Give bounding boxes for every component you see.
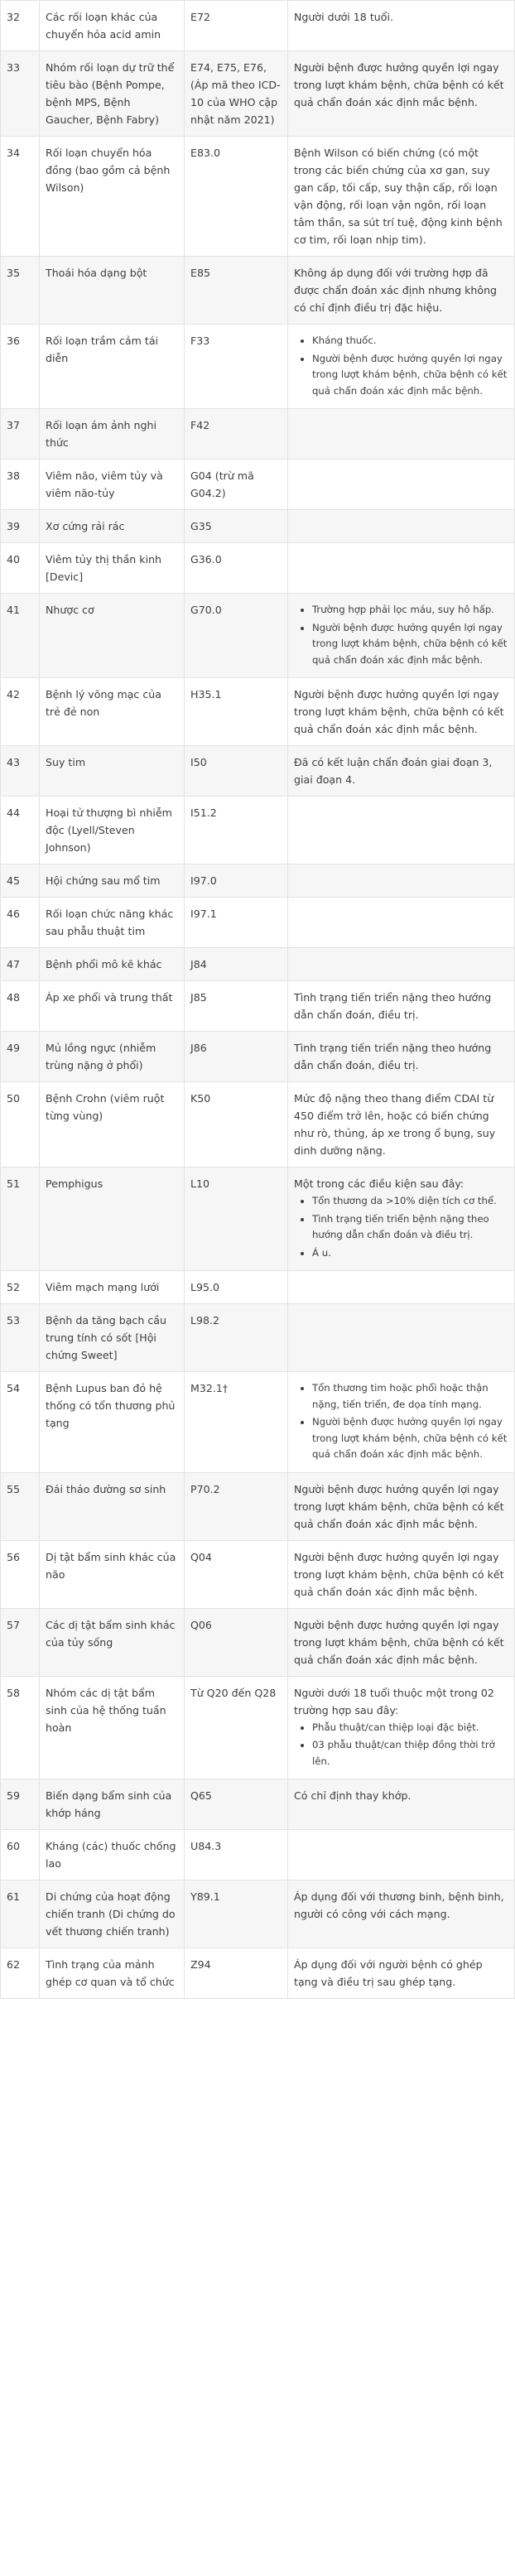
disease-name-cell: Đái tháo đường sơ sinh [40,1472,185,1540]
table-row [1,1472,515,1540]
icd-code-cell: G35 [185,510,288,543]
disease-name-cell: Tình trạng của mảnh ghép cơ quan và tổ chức [40,1948,185,1999]
disease-name-cell: Kháng (các) thuốc chống lao [40,1830,185,1880]
note-bullet-item: • Người bệnh được hưởng quyền lợi ngay trong lượt khám bệnh, chữa bệnh có kết quả chẩn đoán xác định mắc bệnh. [312,351,508,400]
note-text: Tình trạng tiến triển nặng theo hướng dẫn chẩn đoán, điều trị. [294,1042,492,1071]
icd-code-cell: Z94 [185,1948,288,1999]
row-number-cell: 51 [1,1168,40,1271]
note-cell [288,257,515,325]
note-bullet-item: • Trường hợp phải lọc máu, suy hô hấp. [312,602,508,619]
disease-name-cell: Rối loạn ám ảnh nghi thức [40,409,185,460]
row-number-cell: 46 [1,898,40,948]
note-cell [288,1472,515,1540]
row-number-cell: 34 [1,137,40,257]
note-cell [288,797,515,864]
note-bullet-item: • Tổn thương tim hoặc phổi hoặc thận nặng, tiến triển, đe dọa tính mạng. [312,1380,508,1413]
note-cell [288,594,515,678]
icd-code-cell: P70.2 [185,1472,288,1540]
row-number-cell: 57 [1,1608,40,1676]
note-text: Đã có kết luận chẩn đoán giai đoạn 3, giai đoạn 4. [294,756,493,786]
note-bullet-item: • Á u. [312,1245,508,1262]
note-bullet-item: • Người bệnh được hưởng quyền lợi ngay trong lượt khám bệnh, chữa bệnh có kết quả chẩn đoán xác định mắc bệnh. [312,1414,508,1463]
table-row [1,594,515,678]
row-number-cell: 40 [1,543,40,594]
row-number-cell: 60 [1,1830,40,1880]
note-cell [288,1608,515,1676]
row-number-cell: 56 [1,1540,40,1608]
disease-name-cell: Xơ cứng rải rác [40,510,185,543]
note-text: Có chỉ định thay khớp. [294,1789,412,1802]
row-number-cell: 33 [1,51,40,137]
table-row [1,51,515,137]
icd-code-cell: L10 [185,1168,288,1271]
icd-code-cell: G04 (trừ mã G04.2) [185,460,288,510]
icd-code-cell: K50 [185,1082,288,1168]
disease-name-cell: Pemphigus [40,1168,185,1271]
note-cell [288,678,515,746]
disease-name-cell: Viêm tủy thị thần kinh [Devic] [40,543,185,594]
disease-name-cell: Bệnh Crohn (viêm ruột từng vùng) [40,1082,185,1168]
table-row [1,678,515,746]
note-bullet-item: • Kháng thuốc. [312,333,508,349]
disease-name-cell: Áp xe phổi và trung thất [40,981,185,1032]
disease-name-cell: Bệnh phổi mô kẽ khác [40,948,185,981]
disease-name-cell: Di chứng của hoạt động chiến tranh (Di chứng do vết thương chiến tranh) [40,1880,185,1948]
note-cell [288,864,515,898]
note-cell [288,746,515,797]
note-cell [288,409,515,460]
icd-code-cell: Q65 [185,1779,288,1830]
disease-name-cell: Các rối loạn khác của chuyển hóa acid amin [40,1,185,51]
table-row [1,1608,515,1676]
table-row [1,1304,515,1372]
icd-code-cell: I50 [185,746,288,797]
note-text: Không áp dụng đối với trường hợp đã được chẩn đoán xác định nhưng không có chỉ định điều trị đặc hiệu. [294,267,498,314]
disease-name-cell: Thoái hóa dạng bột [40,257,185,325]
table-row [1,137,515,257]
row-number-cell: 41 [1,594,40,678]
note-cell [288,1032,515,1082]
icd-code-cell: G70.0 [185,594,288,678]
note-cell [288,510,515,543]
table-row [1,1880,515,1948]
note-cell [288,1082,515,1168]
disease-name-cell: Viêm mạch mạng lưới [40,1271,185,1304]
note-bullet-item: • Tình trạng tiến triển bệnh nặng theo hướng dẫn chẩn đoán và điều trị. [312,1211,508,1244]
icd-code-cell: Q06 [185,1608,288,1676]
row-number-cell: 45 [1,864,40,898]
note-cell [288,981,515,1032]
icd-code-cell: Q04 [185,1540,288,1608]
note-cell [288,460,515,510]
disease-name-cell: Các dị tật bẩm sinh khác của tủy sống [40,1608,185,1676]
icd-code-cell: F42 [185,409,288,460]
table-row [1,797,515,864]
disease-name-cell: Nhóm các dị tật bẩm sinh của hệ thống tuần hoàn [40,1676,185,1779]
icd-code-cell: M32.1† [185,1372,288,1473]
table-row [1,1271,515,1304]
table-row [1,510,515,543]
icd-code-cell: Từ Q20 đến Q28 [185,1676,288,1779]
note-text: Người bệnh được hưởng quyền lợi ngay trong lượt khám bệnh, chữa bệnh có kết quả chẩn đoán xác định mắc bệnh. [294,61,504,108]
table-row [1,1779,515,1830]
table-row [1,746,515,797]
table-row [1,1032,515,1082]
note-cell [288,1948,515,1999]
table-row [1,1830,515,1880]
row-number-cell: 42 [1,678,40,746]
note-cell [288,1540,515,1608]
note-text: Người bệnh được hưởng quyền lợi ngay trong lượt khám bệnh, chữa bệnh có kết quả chẩn đoán xác định mắc bệnh. [294,1618,504,1666]
note-bullet-item: • Người bệnh được hưởng quyền lợi ngay trong lượt khám bệnh, chữa bệnh có kết quả chẩn đoán xác định mắc bệnh. [312,620,508,669]
row-number-cell: 37 [1,409,40,460]
table-row [1,948,515,981]
note-cell [288,1779,515,1830]
note-cell [288,1304,515,1372]
note-text: Tình trạng tiến triển nặng theo hướng dẫn chẩn đoán, điều trị. [294,991,492,1021]
table-row [1,1082,515,1168]
row-number-cell: 62 [1,1948,40,1999]
row-number-cell: 47 [1,948,40,981]
disease-name-cell: Viêm não, viêm tủy và viêm não-tủy [40,460,185,510]
row-number-cell: 59 [1,1779,40,1830]
table-row [1,1168,515,1271]
note-cell [288,1168,515,1271]
note-text: Người bệnh được hưởng quyền lợi ngay trong lượt khám bệnh, chữa bệnh có kết quả chẩn đoán xác định mắc bệnh. [294,1550,504,1598]
row-number-cell: 50 [1,1082,40,1168]
note-cell [288,51,515,137]
icd-code-cell: H35.1 [185,678,288,746]
note-text: Mức độ nặng theo thang điểm CDAI từ 450 điểm trở lên, hoặc có biến chứng như rò, thủng, áp xe trong ổ bụng, suy dinh dưỡng nặng. [294,1092,496,1157]
note-cell [288,1676,515,1779]
row-number-cell: 58 [1,1676,40,1779]
row-number-cell: 44 [1,797,40,864]
disease-name-cell: Nhóm rối loạn dự trữ thể tiêu bào (Bệnh Pompe, bệnh MPS, Bệnh Gaucher, Bệnh Fabry) [40,51,185,137]
disease-name-cell: Hội chứng sau mổ tim [40,864,185,898]
table-row [1,1540,515,1608]
table-row [1,1676,515,1779]
note-cell [288,1372,515,1473]
disease-name-cell: Suy tim [40,746,185,797]
note-cell [288,543,515,594]
note-bullet-item: • 03 phẫu thuật/can thiệp đồng thời trở lên. [312,1737,508,1769]
table-row [1,325,515,409]
row-number-cell: 53 [1,1304,40,1372]
icd-code-cell: E72 [185,1,288,51]
disease-name-cell: Nhược cơ [40,594,185,678]
note-bullet-item: • Tổn thương da >10% diện tích cơ thể. [312,1193,508,1210]
disease-name-cell: Hoại tử thượng bì nhiễm độc (Lyell/Steven Johnson) [40,797,185,864]
row-number-cell: 49 [1,1032,40,1082]
disease-name-cell: Bệnh Lupus ban đỏ hệ thống có tổn thương phủ tạng [40,1372,185,1473]
table-body [1,1,515,1999]
icd-code-cell: J84 [185,948,288,981]
disease-name-cell: Mủ lồng ngực (nhiễm trùng nặng ở phổi) [40,1032,185,1082]
table-row [1,1372,515,1473]
table-row [1,543,515,594]
note-text: Người dưới 18 tuổi. [294,11,393,23]
table-row [1,1948,515,1999]
note-text: Áp dụng đối với người bệnh có ghép tạng và điều trị sau ghép tạng. [294,1958,483,1988]
note-bullet-list [294,1720,508,1770]
note-bullet-list [294,1380,508,1463]
disease-name-cell: Bệnh lý võng mạc của trẻ đẻ non [40,678,185,746]
icd-code-cell: J85 [185,981,288,1032]
icd-code-cell: F33 [185,325,288,409]
row-number-cell: 55 [1,1472,40,1540]
note-cell [288,137,515,257]
note-cell [288,1830,515,1880]
disease-name-cell: Biến dạng bẩm sinh của khớp háng [40,1779,185,1830]
icd-code-cell: I97.0 [185,864,288,898]
table-row [1,898,515,948]
icd-code-cell: E74, E75, E76, (Áp mã theo ICD-10 của WHO cập nhật năm 2021) [185,51,288,137]
table-row [1,1,515,51]
icd-code-cell: I97.1 [185,898,288,948]
table-row [1,409,515,460]
table-row [1,864,515,898]
row-number-cell: 32 [1,1,40,51]
icd-code-cell: Y89.1 [185,1880,288,1948]
note-bullet-list [294,1193,508,1261]
icd-code-cell: L95.0 [185,1271,288,1304]
row-number-cell: 43 [1,746,40,797]
row-number-cell: 35 [1,257,40,325]
note-bullet-list [294,602,508,668]
note-text: Áp dụng đối với thương binh, bệnh binh, người có công với cách mạng. [294,1890,504,1920]
note-bullet-item: • Phẫu thuật/can thiệp loại đặc biệt. [312,1720,508,1736]
row-number-cell: 38 [1,460,40,510]
icd-code-cell: E85 [185,257,288,325]
disease-name-cell: Rối loạn chức năng khác sau phẫu thuật tim [40,898,185,948]
table-row [1,257,515,325]
disease-name-cell: Bệnh da tăng bạch cầu trung tính có sốt [Hội chứng Sweet] [40,1304,185,1372]
note-text: Người bệnh được hưởng quyền lợi ngay trong lượt khám bệnh, chữa bệnh có kết quả chẩn đoán xác định mắc bệnh. [294,688,504,735]
row-number-cell: 54 [1,1372,40,1473]
disease-name-cell: Dị tật bẩm sinh khác của não [40,1540,185,1608]
note-cell [288,898,515,948]
note-cell [288,1880,515,1948]
row-number-cell: 61 [1,1880,40,1948]
icd-code-cell: U84.3 [185,1830,288,1880]
note-text: Bệnh Wilson có biến chứng (có một trong các biến chứng của xơ gan, suy gan cấp, tối cấp, suy thận cấp, rối loạn vận động, rối loạn vận ngôn, rối loạn tâm thần, sa sút trí tuệ, động kinh bệnh cơ tim, rối loạn nhịp tim). [294,147,503,246]
row-number-cell: 52 [1,1271,40,1304]
note-text: Một trong các điều kiện sau đây: [294,1177,464,1190]
icd-code-cell: I51.2 [185,797,288,864]
row-number-cell: 48 [1,981,40,1032]
table-row [1,981,515,1032]
note-cell [288,948,515,981]
note-bullet-list [294,333,508,399]
icd-code-cell: L98.2 [185,1304,288,1372]
row-number-cell: 39 [1,510,40,543]
note-cell [288,1271,515,1304]
table-row [1,460,515,510]
disease-name-cell: Rối loạn chuyển hóa đồng (bao gồm cả bệnh Wilson) [40,137,185,257]
icd-code-cell: E83.0 [185,137,288,257]
disease-name-cell: Rối loạn trầm cảm tái diễn [40,325,185,409]
icd-code-cell: G36.0 [185,543,288,594]
note-text: Người dưới 18 tuổi thuộc một trong 02 trường hợp sau đây: [294,1686,494,1717]
icd-code-cell: J86 [185,1032,288,1082]
row-number-cell: 36 [1,325,40,409]
note-cell [288,1,515,51]
note-text: Người bệnh được hưởng quyền lợi ngay trong lượt khám bệnh, chữa bệnh có kết quả chẩn đoán xác định mắc bệnh. [294,1482,504,1530]
note-cell [288,325,515,409]
